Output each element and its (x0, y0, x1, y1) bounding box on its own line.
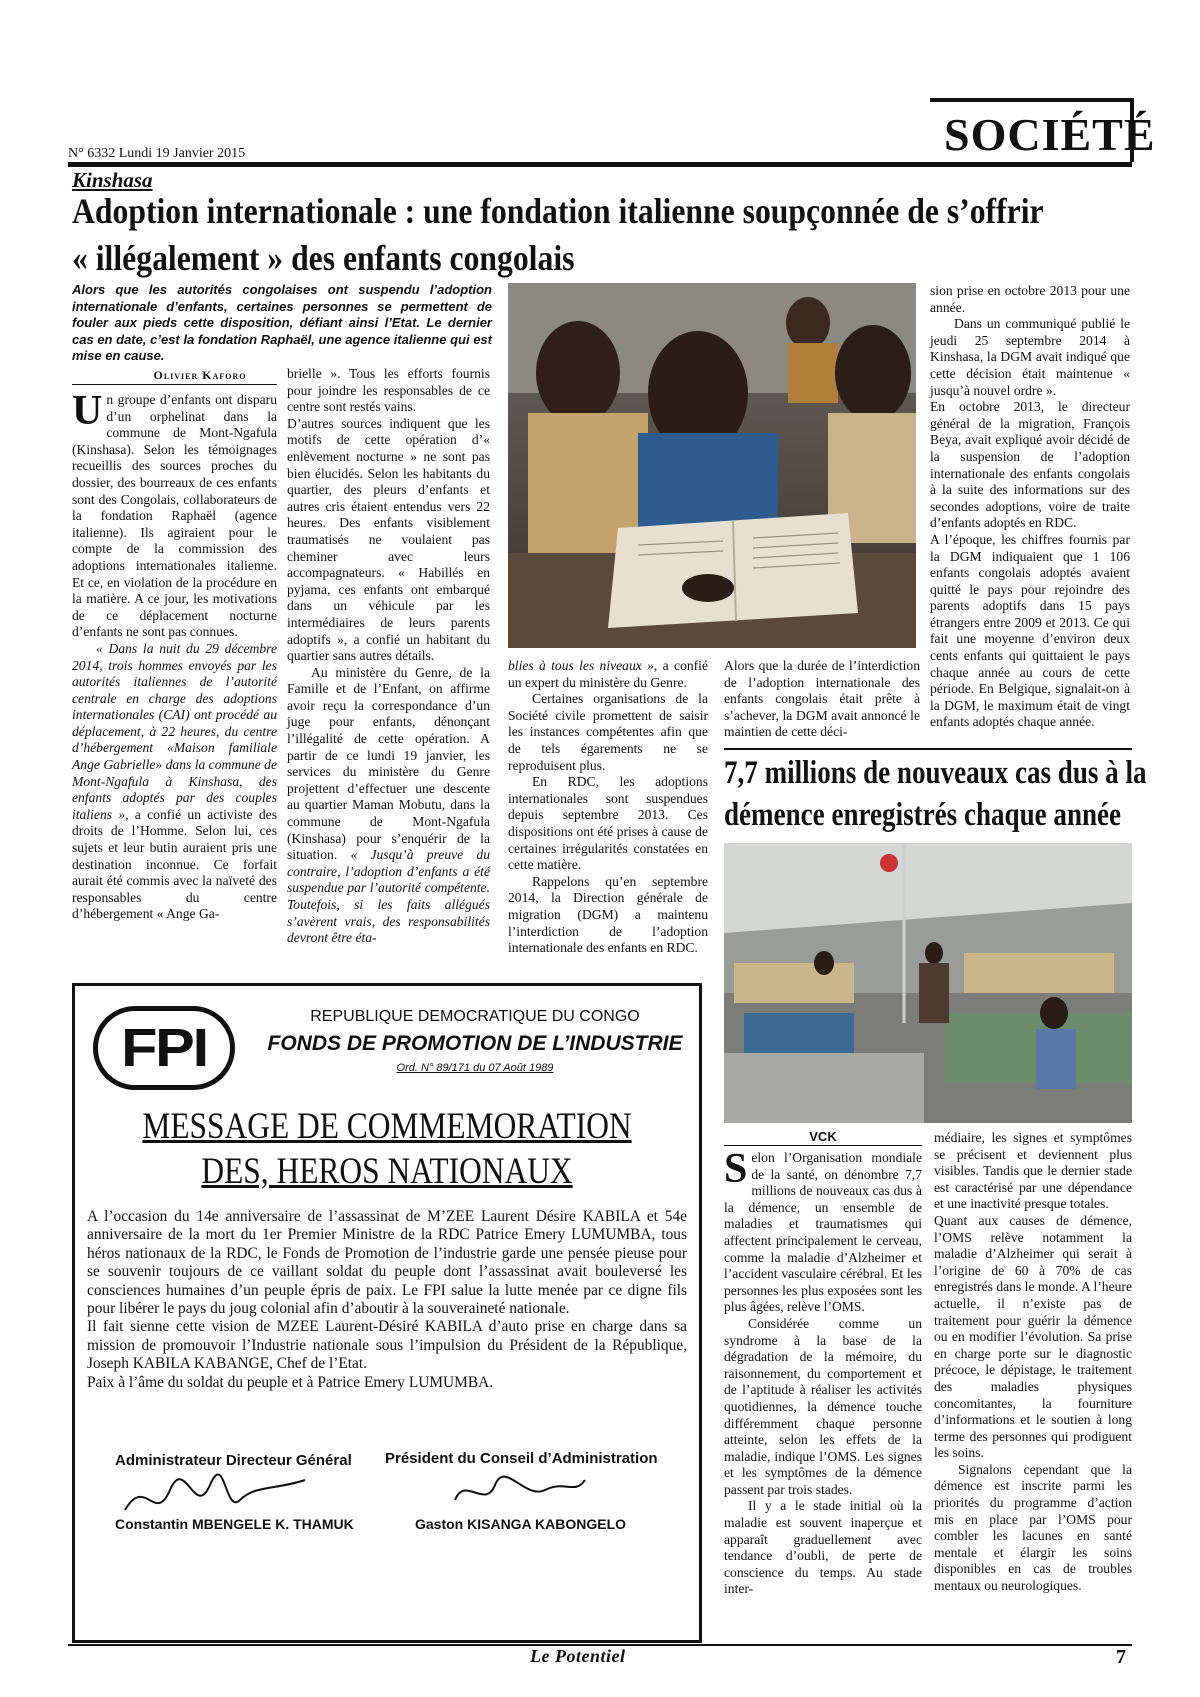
paragraph: En RDC, les adoptions internationales sont suspendues depuis septembre 2013. Ces dispositions ont été prises à cause de certaines irrégularités constatées en cette matière. (508, 774, 708, 873)
issue-line: N° 6332 Lundi 19 Janvier 2015 (68, 146, 246, 161)
article-column-2 (287, 366, 490, 947)
article-column-3 (508, 658, 708, 957)
ad-paragraph-3: Paix à l’âme du soldat du peuple et à Patrice Emery LUMUMBA. (87, 1373, 494, 1391)
republic-name: REPUBLIQUE DEMOCRATIQUE DU CONGO (310, 1008, 640, 1025)
article-column-5 (930, 283, 1130, 731)
article2-title-line-2: démence enregistrés chaque année (724, 797, 1122, 833)
paragraph: En octobre 2013, le directeur général de la migration, François Beya, avait expliqué avoir décidé de la suspension de l’adoption internationale des enfants congolais à la suite des informations sur des secondes adoptions, voire de traite d’enfants adoptés en RDC. (930, 399, 1130, 531)
article-lead: Alors que les autorités congolaises ont suspendu l’adoption internationale d’enfants, certaines personnes se permettent de fouler aux pieds cette disposition, défiant ainsi l’Etat. Le dernier cas en date, c’est la fondation Raphaël, une agence italienne qui est mise en cause. (72, 282, 492, 363)
ad-paragraph-1: A l’occasion du 14e anniversaire de l’assassinat de M’ZEE Laurent Désire KABILA et 54e anniversaire de la mort du 1er Premier Ministre de la RDC Patrice Emery LUMUMBA, tous héros nationaux de la RDC, le Fonds de Promotion de l’industrie garde une pensée pieuse pour se souvenir toujours de ce vaillant soldat du peuple dont l’assassinat avait bouleversé les consciences humaines d’un peuple épris de paix. Le FPI salue la lutte menée par ce digne fils pour libérer le pays du joug colonial afin d’aboutir à la souveraineté nationale. (87, 1208, 687, 1318)
paragraph: a confié un activiste des droits de l’Homme. Selon lui, ces sujets et leur butin auraient pris une destination inconnue. Ce forfait aurait été commis avec la naïveté des responsables du centre d’hébergement « Ange Ga- (72, 806, 277, 922)
paragraph: Dans un communiqué publié le jeudi 25 septembre 2014 à Kinshasa, la DGM avait indiqué que cette décision était maintenue « jusqu’à nouvel ordre ». (930, 316, 1130, 398)
section-title: SOCIÉTÉ (944, 109, 1156, 160)
paragraph: Signalons cependant que la démence est inscrite parmi les priorités du programme d’action mis en place par l’OMS pour combler les lacunes en santé mentale et élargir les soins disponibles en cas de troubles mentaux ou neurologiques. (934, 1461, 1132, 1594)
masthead-logo: Le Potentiel (530, 1646, 626, 1666)
signature-2-name: Gaston KISANGA KABONGELO (415, 1516, 627, 1532)
ad-title-line-1: MESSAGE DE COMMEMORATION (142, 1106, 632, 1147)
ad-paragraph-2: Il fait sienne cette vision de MZEE Laurent-Désiré KABILA d’auto prise en charge dans sa mission de promouvoir l’Industrie nationale sous l’impulsion du Président de la République, Joseph KABILA KABANGE, Chef de l’Etat. (87, 1318, 687, 1373)
fpi-advertisement (72, 983, 702, 1643)
paragraph: elon l’Organisation mondiale de la santé, on dénombre 7,7 millions de nouveaux cas dus à la démence, un ensemble de maladies et traumatismes qui affectent principalement le cerveau, comme la maladie d’Alzheimer et l’accident vasculaire cérébral. Et les personnes les plus exposées sont les plus âgées, relève l’OMS. (724, 1150, 922, 1315)
paragraph: Considérée comme un syndrome à la base de la dégradation de la mémoire, du raisonnement, du comportement et de l’aptitude à réaliser les activités quotidiennes, la démence touche différemment chaque personne atteinte, selon les effets de la maladie, indique l’OMS. Les signes et les symptômes de la démence passent par trois stades. (724, 1315, 922, 1497)
article-column-1 (72, 388, 277, 923)
article2-title (724, 752, 1147, 836)
paragraph: D’autres sources indiquent que les motifs de cette opération d’« enlèvement nocturne » ne sont pas bien élucidés. Selon les habitants du quartier, des pleurs d’enfants et autres cris étaient entendus vers 22 heures. Des enfants visiblement traumatisés ne voulaient pas cheminer avec leurs accompagnateurs. « Habillés en pyjama, ces enfants ont embarqué dans un véhicule par les intermédiaires de leurs parents adoptifs », a confié un habitant du quartier sans autres détails. (287, 415, 490, 664)
paragraph: médiaire, les signes et symptômes se précisent et deviennent plus visibles. Tandis que le dernier stade est caractérisé par une dépendance et une inactivité presque totales. (934, 1130, 1132, 1212)
fpi-logo-text: FPI (121, 1018, 207, 1078)
quote: « Dans la nuit du 29 décembre 2014, trois hommes envoyés par les autorités italiennes de l’autorité centrale en charge des adoptions internationales (CAI) ont procédé au déplacement, à 22 heures, du centre d’hébergement «Maison familiale Ange Gabrielle» dans la commune de Mont-Ngafula à Kinshasa, des enfants adoptés par des couples italiens », (72, 640, 277, 822)
photo-children-reading-illustration (508, 283, 916, 648)
byline-rule (72, 384, 277, 385)
article2-byline: VCK (809, 1129, 837, 1144)
article-title (72, 188, 1044, 282)
paragraph: Quant aux causes de démence, l’OMS relève notamment la maladie d’Alzheimer qui serait à l’origine de 60 à 70% de cas enregistrés dans le monde. A l’heure actuelle, il n’existe pas de traitement pour guérir la démence ou en modifier l’évolution. Sa prise en charge porte sur le diagnostic précoce, le dépistage, le traitement des maladies physiques concomitantes, la fourniture d’informations et le soutien à long terme des personnes qui prodiguent les soins. (934, 1212, 1132, 1461)
paragraph: A l’époque, les chiffres fournis par la DGM indiquaient que 1 106 enfants congolais adoptés avaient quitté le pays pour rejoindre des parents adoptifs dans 15 pays étrangers entre 2009 et 2013. Ce qui fait une moyenne d’environ deux cents enfants qui quittaient le pays chaque année au cours de cette période. En Belgique, signalait-on à la DGM, le maximum était de vingt enfants adoptés chaque année. (930, 531, 1130, 730)
ordinance-ref: Ord. N° 89/171 du 07 Août 1989 (396, 1062, 554, 1074)
article2-column-1 (724, 1146, 922, 1598)
article2-byline-rule (724, 1145, 922, 1146)
paragraph: n groupe d’enfants ont disparu d’un orphelinat dans la commune de Mont-Ngafula (Kinshasa). Selon les témoignages recueillis des sources proches du dossier, des bourreaux de ces enfants sont des Congolais, collaborateurs de la fondation Raphaël (agence italienne). Ils agiraient pour le compte de la commission des adoptions internationales italienne. Et ce, en violation de la procédure en la matière. A ce jour, les motivations de ce déplacement nocturne d’enfants ne sont pas connues. (72, 392, 277, 640)
ad-body (87, 1208, 687, 1392)
photo-hospital-ward (724, 843, 1132, 1123)
signature-2-title: Président du Conseil d’Administration (385, 1450, 658, 1467)
article2-column-2 (934, 1130, 1132, 1595)
drop-cap: U (72, 388, 103, 434)
paragraph: a confié un expert du ministère du Genre. (508, 658, 708, 690)
header-rule (68, 162, 1132, 167)
paragraph: brielle ». Tous les efforts fournis pour joindre les responsables de ce centre sont restés vains. (287, 366, 490, 415)
article-title-line-2: « illégalement » des enfants congolais (72, 238, 575, 278)
drop-cap: S (724, 1146, 748, 1192)
paragraph: Il y a le stade initial où la maladie est souvent inaperçue et apparaît graduellement avec tendance d’oubli, de perte de conscience du temps. Au stade inter- (724, 1498, 922, 1597)
photo-children-reading (508, 283, 916, 648)
signature-1-title: Administrateur Directeur Général (115, 1452, 352, 1469)
paragraph: Alors que la durée de l’interdiction de l’adoption internationale des enfants congolais était prête à s’achever, la DGM avait annoncé le maintien de cette déci- (724, 658, 920, 740)
paragraph: Rappelons qu’en septembre 2014, la Direction générale de migration (DGM) a maintenu l’interdiction de l’adoption internationale des enfants en RDC. (508, 873, 708, 956)
article-kicker: Kinshasa (72, 168, 153, 192)
article-title-line-1: Adoption internationale : une fondation italienne soupçonnée de s’offrir (72, 191, 1044, 231)
ad-title (122, 1104, 652, 1194)
signature-2-scribble (435, 1470, 595, 1520)
byline: Olivier Kaforo (153, 368, 247, 382)
paragraph: Certaines organisations de la Société civile promettent de saisir les instances compétentes afin que de tels égarements ne se reproduisent plus. (508, 691, 708, 773)
article-column-4 (724, 658, 920, 741)
page-number: 7 (1116, 1646, 1126, 1668)
paragraph: sion prise en octobre 2013 pour une année. (930, 283, 1130, 315)
quote: « Jusqu’à preuve du contraire, l’adoption d’enfants a été suspendue par l’autorité compétente. Toutefois, si les faits allégués s’avèrent vrais, des responsabilités devront être éta- (287, 847, 490, 946)
quote: blies à tous les niveaux », (508, 658, 658, 673)
fund-name: FONDS DE PROMOTION DE L’INDUSTRIE (267, 1032, 683, 1055)
article2-rule (724, 748, 1132, 750)
article2-title-line-1: 7,7 millions de nouveaux cas dus à la (724, 755, 1147, 791)
paragraph: Au ministère du Genre, de la Famille et de l’Enfant, on affirme avoir reçu la correspondance d’un juge pour enfants, dénonçant l’illégalité de cette opération. A partir de ce lundi 19 janvier, les services du ministère du Genre projettent d’effectuer une descente au quartier Maman Mobutu, dans la commune de Mont-Ngafula (Kinshasa) pour s’enquérir de la situation. (287, 664, 490, 863)
fpi-logo (93, 1006, 235, 1090)
signature-1-name: Constantin MBENGELE K. THAMUK (115, 1516, 354, 1532)
photo-hospital-ward-illustration (724, 843, 1132, 1123)
ad-title-line-2: DES, HEROS NATIONAUX (201, 1151, 573, 1192)
